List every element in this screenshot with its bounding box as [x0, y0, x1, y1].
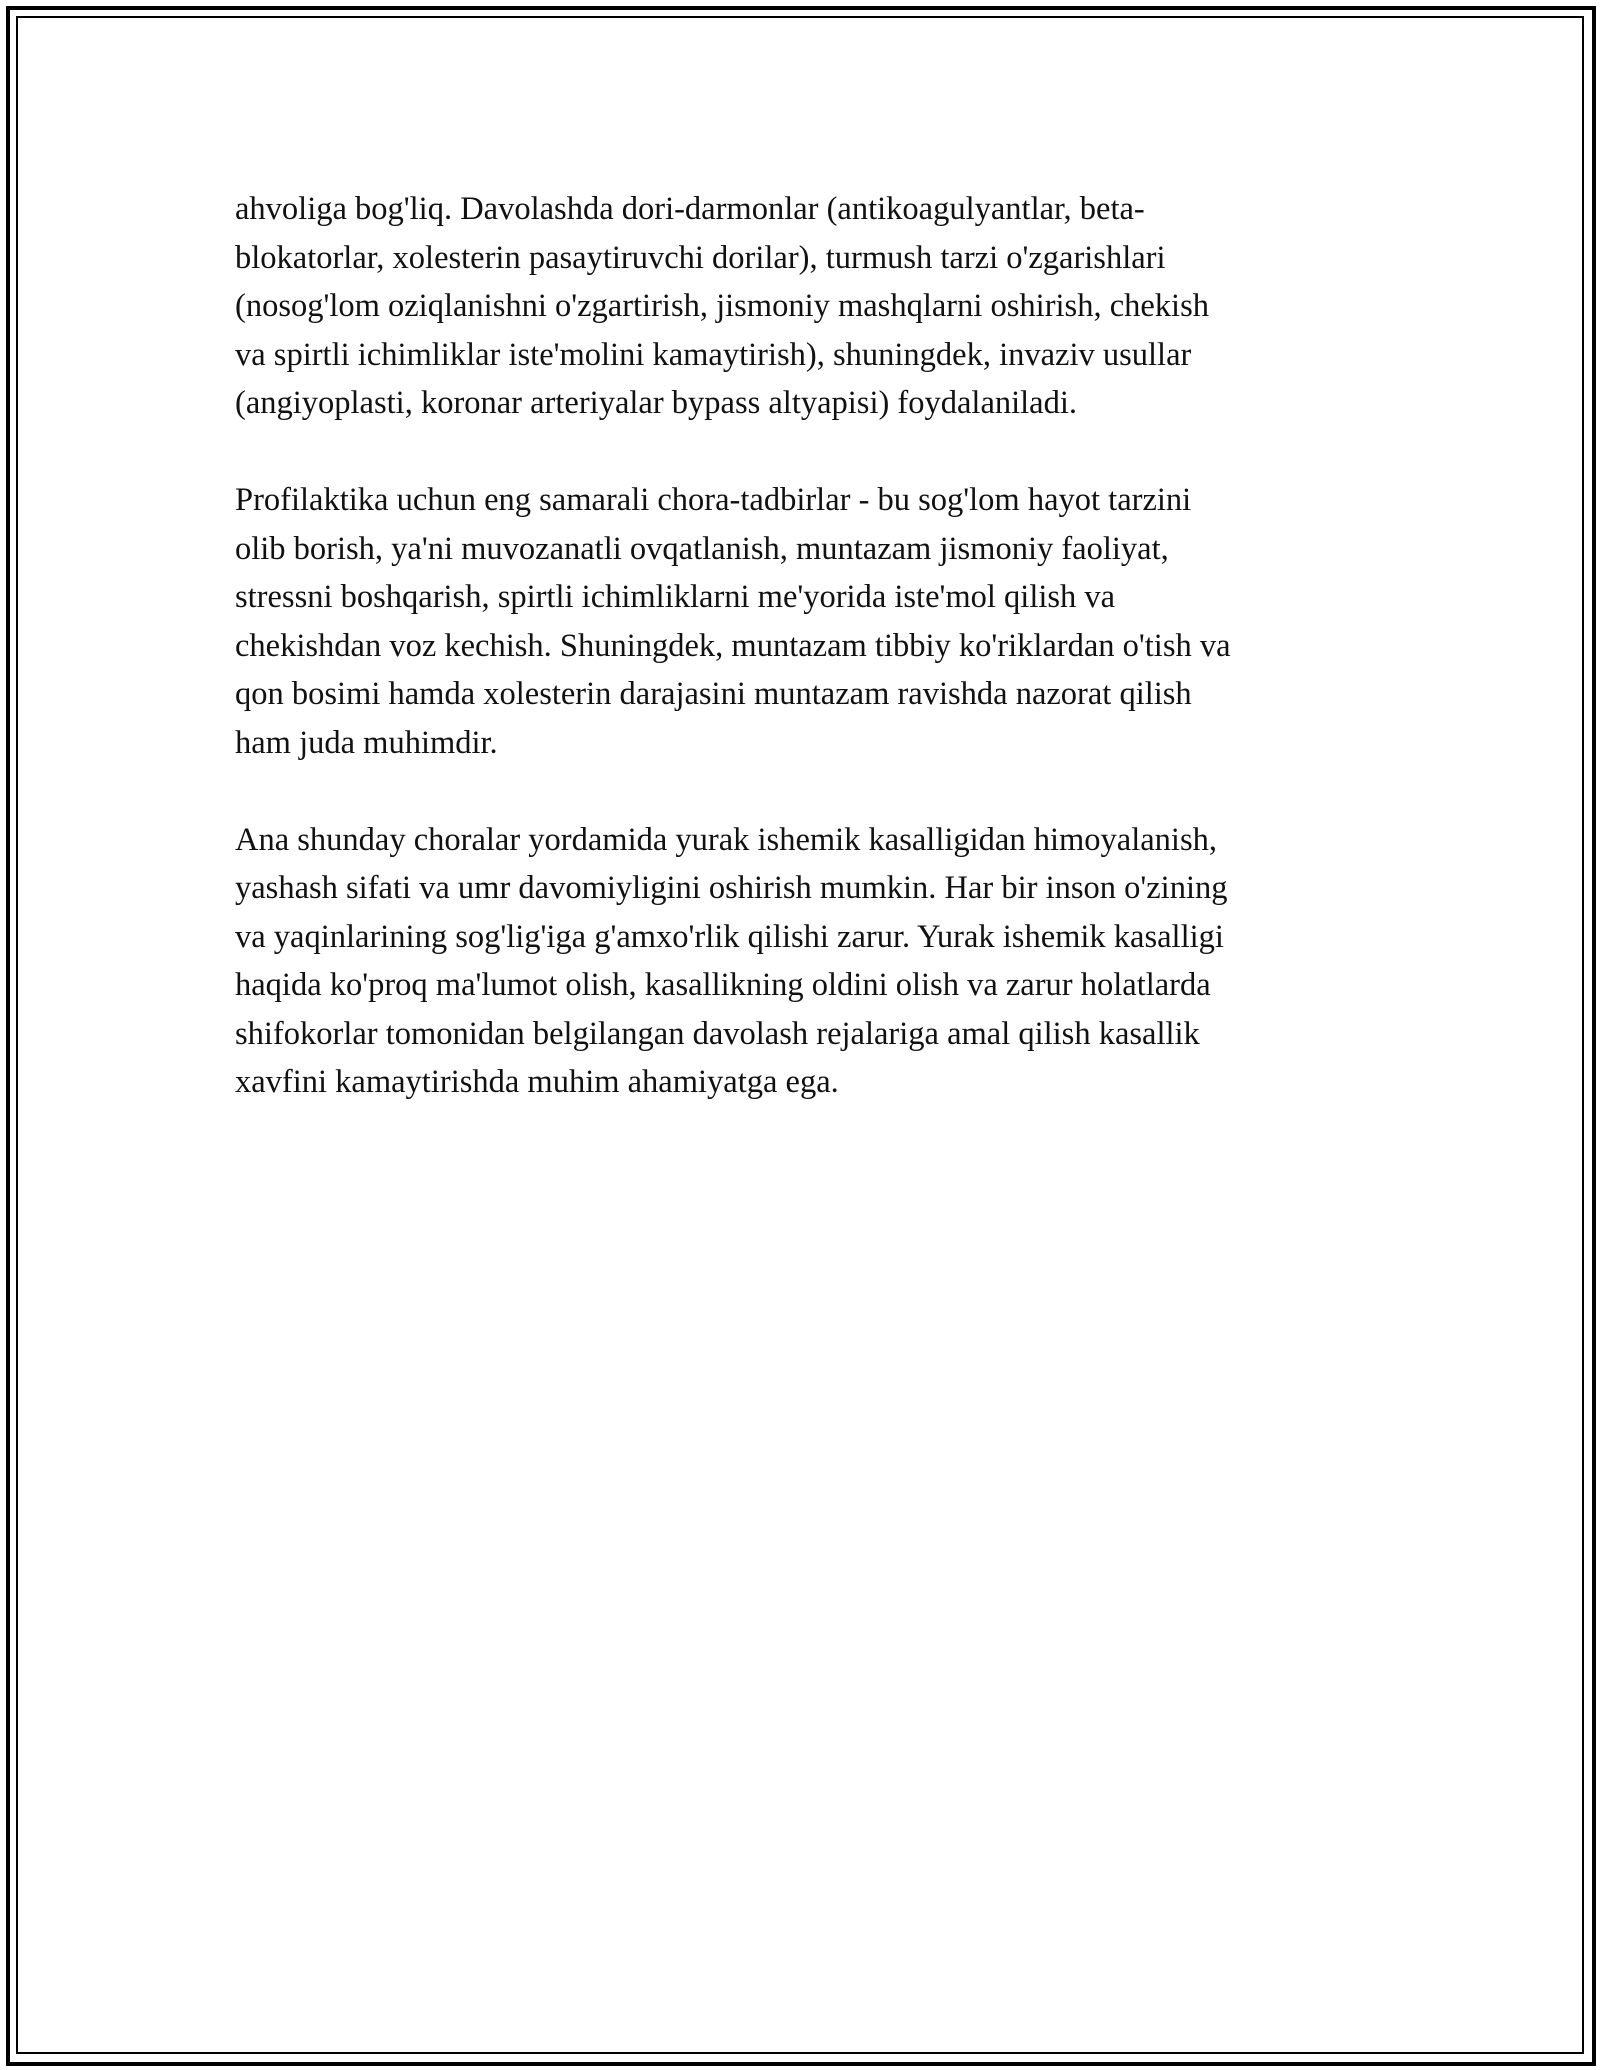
text-line: Ana shunday choralar yordamida yurak ishemik kasalligidan himoyalanish, [235, 821, 1217, 858]
text-line: (angiyoplasti, koronar arteriyalar bypass altyapisi) foydalaniladi. [235, 385, 1078, 421]
text-line: olib borish, ya'ni muvozanatli ovqatlanish, muntazam jismoniy faoliyat, [235, 530, 1169, 567]
text-line: shifokorlar tomonidan belgilangan davolash rejalariga amal qilish kasallik [235, 1015, 1200, 1052]
text-line: chekishdan voz kechish. Shuningdek, muntazam tibbiy ko'riklardan o'tish va [235, 627, 1231, 664]
text-line: xavfini kamaytirishda muhim ahamiyatga ega. [235, 1064, 839, 1100]
text-line: ham juda muhimdir. [235, 724, 498, 761]
paragraph-prevention [235, 476, 1375, 767]
text-line: haqida ko'proq ma'lumot olish, kasallikning oldini olish va zarur holatlarda [235, 967, 1211, 1003]
text-line: Profilaktika uchun eng samarali chora-tadbirlar - bu sog'lom hayot tarzini [235, 482, 1192, 518]
text-line: ahvoliga bog'liq. Davolashda dori-darmonlar (antikoagulyantlar, beta- [235, 191, 1145, 227]
document-body [235, 185, 1375, 1155]
text-line: qon bosimi hamda xolesterin darajasini muntazam ravishda nazorat qilish [235, 676, 1192, 712]
text-line: (nosog'lom oziqlanishni o'zgartirish, jismoniy mashqlarni oshirish, chekish [235, 288, 1209, 324]
text-line: stressni boshqarish, spirtli ichimliklarni me'yorida iste'mol qilish va [235, 579, 1116, 615]
text-line: va spirtli ichimliklar iste'molini kamaytirish), shuningdek, invaziv usullar [235, 336, 1192, 373]
text-line: yashash sifati va umr davomiyligini oshirish mumkin. Har bir inson o'zining [235, 870, 1228, 906]
text-line: va yaqinlarining sog'lig'iga g'amxo'rlik qilishi zarur. Yurak ishemik kasalligi [235, 918, 1224, 955]
paragraph-treatment [235, 185, 1375, 428]
text-line: blokatorlar, xolesterin pasaytiruvchi dorilar), turmush tarzi o'zgarishlari [235, 239, 1166, 276]
paragraph-conclusion [235, 816, 1375, 1107]
